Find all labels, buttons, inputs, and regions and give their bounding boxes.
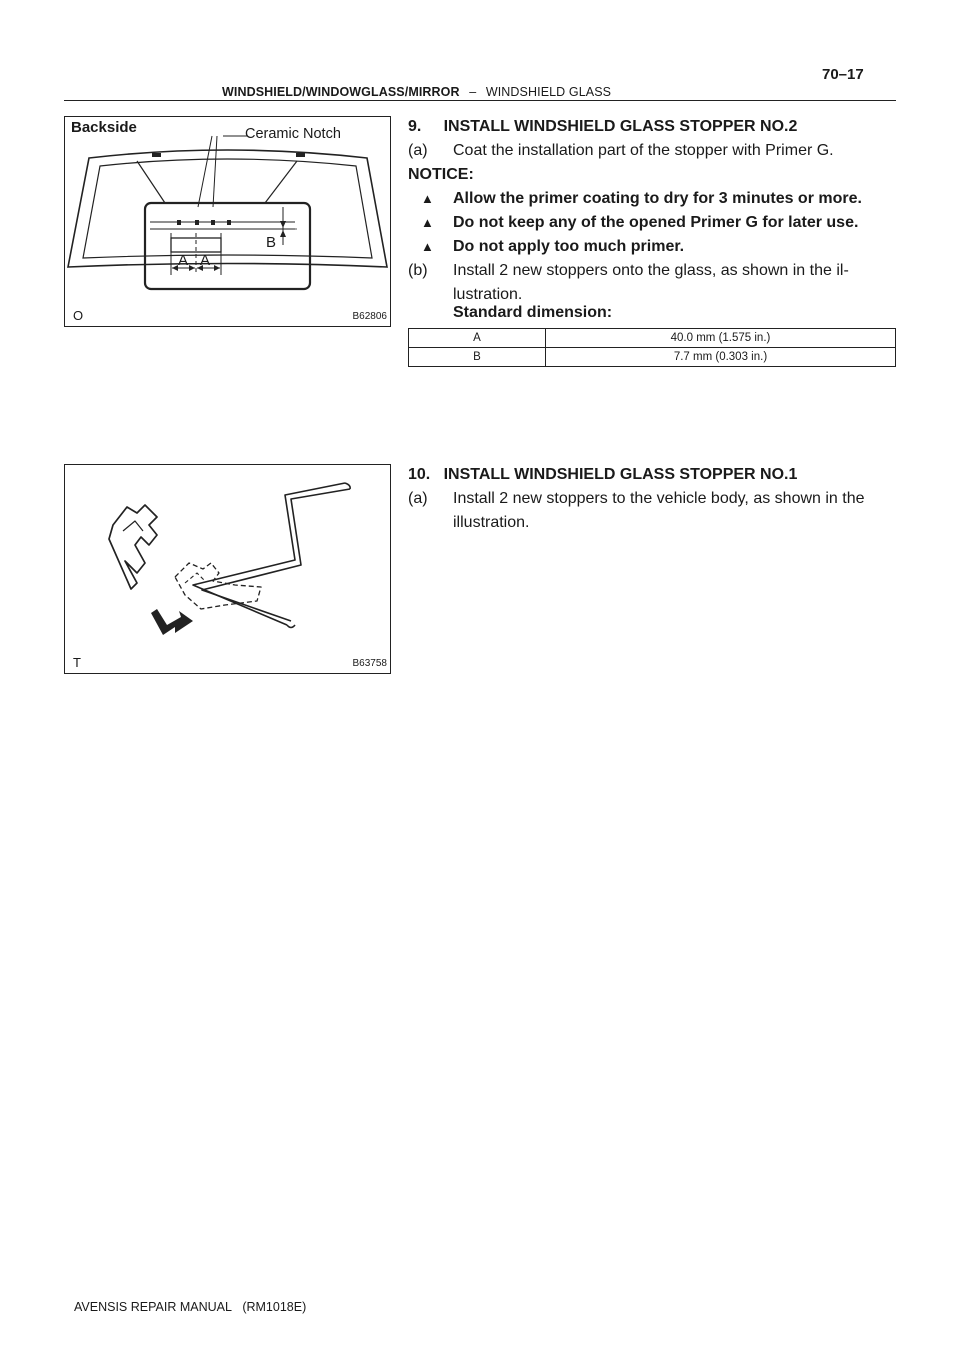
step-9b-text-line1: Install 2 new stoppers onto the glass, as shown in the il- [453,262,849,279]
label-dimension-a: A [200,252,211,269]
page-number: 70–17 [822,66,864,83]
figure-code: B62806 [352,311,387,322]
figure-code: B63758 [352,658,387,669]
table-cell-value: 7.7 mm (0.303 in.) [546,348,896,367]
step-9-heading: 9. INSTALL WINDSHIELD GLASS STOPPER NO.2 [408,118,798,135]
step-10a-text-line2: illustration. [453,514,530,531]
dimension-table [408,328,896,367]
step-10a-text-line1: Install 2 new stoppers to the vehicle body, as shown in the [453,490,865,507]
step-9a-label: (a) [408,142,428,159]
step-9a-text: Coat the installation part of the stopper with Primer G. [453,142,834,159]
section-title: WINDSHIELD/WINDOWGLASS/MIRROR [222,85,460,99]
stopper-illustration [65,465,390,673]
figure-body-stopper [64,464,391,674]
notice-item-3: Do not apply too much primer. [453,238,685,255]
label-ceramic-notch: Ceramic Notch [245,126,341,142]
section-subtitle: WINDSHIELD GLASS [485,85,612,99]
section-separator: – [469,85,477,99]
table-row [409,348,896,367]
table-cell-key: B [409,348,546,367]
notice-item-1: Allow the primer coating to dry for 3 minutes or more. [453,190,862,207]
triangle-bullet-icon: ▲ [421,239,434,254]
label-dimension-b: B [266,234,277,251]
notice-heading: NOTICE: [408,166,474,183]
standard-dimension-label: Standard dimension: [453,304,613,321]
step-9b-text-line2: lustration. [453,286,523,303]
figure-windshield-backside [64,116,391,327]
label-dimension-a: A [178,252,189,269]
step-10a-label: (a) [408,490,428,507]
table-cell-key: A [409,329,546,348]
figure-corner-letter: O [73,308,84,323]
table-cell-value: 40.0 mm (1.575 in.) [546,329,896,348]
triangle-bullet-icon: ▲ [421,191,434,206]
section-header [222,85,611,99]
header-rule [64,100,896,101]
windshield-illustration [65,117,390,326]
notice-item-2: Do not keep any of the opened Primer G for later use. [453,214,859,231]
table-row [409,329,896,348]
step-10-heading: 10. INSTALL WINDSHIELD GLASS STOPPER NO.1 [408,466,798,483]
label-backside: Backside [71,119,137,136]
manual-footer: AVENSIS REPAIR MANUAL (RM1018E) [74,1300,307,1314]
triangle-bullet-icon: ▲ [421,215,434,230]
figure-corner-letter: T [73,655,81,670]
step-9b-label: (b) [408,262,428,279]
